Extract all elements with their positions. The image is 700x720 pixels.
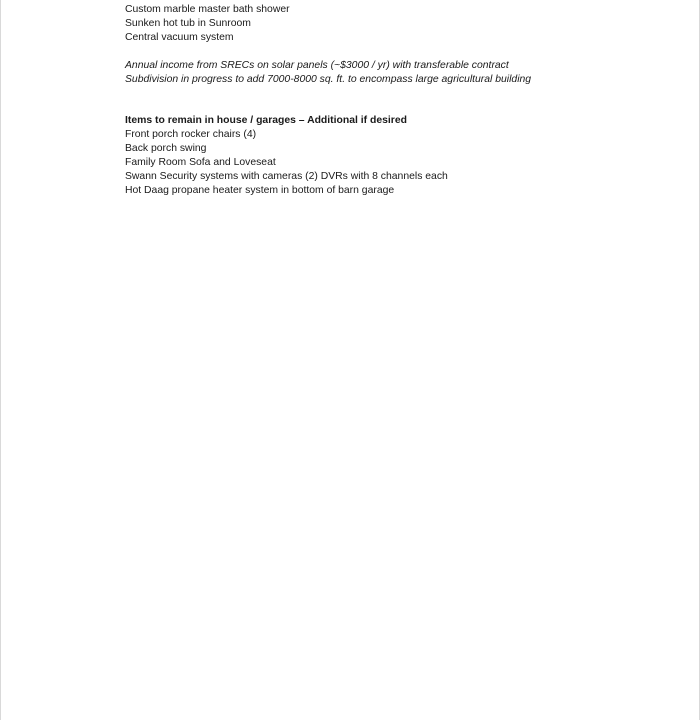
feature-line: Custom marble master bath shower — [125, 4, 290, 15]
spacer — [125, 45, 665, 59]
list-item: Back porch swing — [125, 143, 207, 154]
note-line: Annual income from SRECs on solar panels (~$3000 / yr) with transferable contract — [125, 60, 509, 71]
feature-line: Sunken hot tub in Sunroom — [125, 18, 251, 29]
note-line: Subdivision in progress to add 7000-8000 sq. ft. to encompass large agricultural building — [125, 74, 532, 85]
document-body — [125, 3, 665, 198]
feature-line: Central vacuum system — [125, 32, 234, 43]
list-item: Front porch rocker chairs (4) — [125, 129, 257, 140]
list-item: Swann Security systems with cameras (2) DVRs with 8 channels each — [125, 171, 448, 182]
list-item: Hot Daag propane heater system in bottom of barn garage — [125, 185, 395, 196]
spacer — [125, 87, 665, 114]
items-heading: Items to remain in house / garages – Additional if desired — [125, 115, 407, 126]
list-item: Family Room Sofa and Loveseat — [125, 157, 276, 168]
